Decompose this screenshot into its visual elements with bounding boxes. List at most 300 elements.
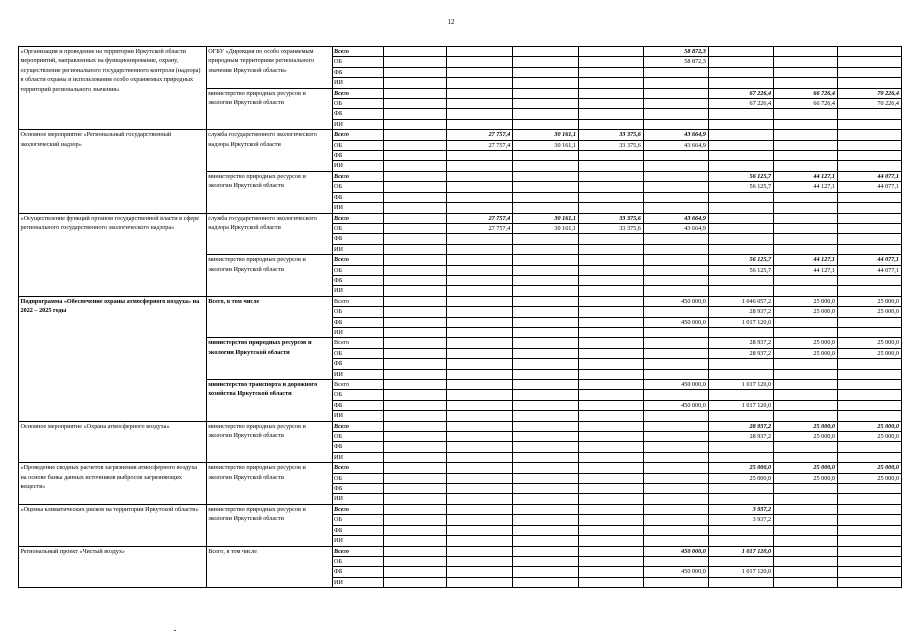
amount-cell [838, 359, 902, 369]
activity-name-cell: Подпрограмма «Обеспечение охраны атмосферного воздуха» на 2022 – 2025 годы [19, 296, 207, 421]
amount-cell [643, 432, 708, 442]
amount-cell [838, 536, 902, 546]
funding-source-cell: ОБ [332, 473, 383, 483]
amount-cell [513, 244, 579, 254]
amount-cell [579, 536, 644, 546]
amount-cell [447, 57, 513, 67]
funding-source-cell: ИИ [332, 411, 383, 421]
amount-cell: 450 000,0 [643, 546, 708, 556]
activity-name-cell: «Оценка климатических рисков на территории Иркутской области» [19, 504, 207, 546]
amount-cell: 70 226,4 [838, 88, 902, 98]
amount-cell [643, 463, 708, 473]
funding-source-cell: Всего [332, 463, 383, 473]
amount-cell [513, 47, 579, 57]
amount-cell [643, 452, 708, 462]
amount-cell: 28 937,2 [708, 338, 773, 348]
amount-cell [838, 546, 902, 556]
amount-cell [513, 525, 579, 535]
amount-cell: 44 077,1 [838, 171, 902, 181]
amount-cell [447, 348, 513, 358]
funding-source-cell: ОБ [332, 57, 383, 67]
amount-cell [643, 265, 708, 275]
amount-cell [708, 442, 773, 452]
amount-cell: 43 664,9 [643, 223, 708, 233]
amount-cell [643, 536, 708, 546]
amount-cell [383, 223, 447, 233]
amount-cell: 30 161,1 [513, 213, 579, 223]
amount-cell [838, 286, 902, 296]
amount-cell [383, 244, 447, 254]
amount-cell: 43 664,9 [643, 213, 708, 223]
amount-cell [383, 57, 447, 67]
executor-cell: министерство природных ресурсов и экологии Иркутской области [206, 171, 332, 213]
funding-source-cell: Всего [332, 504, 383, 514]
funding-source-cell: Всего [332, 546, 383, 556]
funding-source-cell: ФБ [332, 525, 383, 535]
table-row [19, 463, 902, 473]
amount-cell [774, 567, 838, 577]
amount-cell: 25 000,0 [774, 338, 838, 348]
amount-cell [513, 171, 579, 181]
amount-cell [708, 327, 773, 337]
amount-cell: 44 127,1 [774, 182, 838, 192]
amount-cell: 28 937,2 [708, 432, 773, 442]
funding-source-cell: ФБ [332, 317, 383, 327]
executor-cell: министерство природных ресурсов и экологии Иркутской области [206, 88, 332, 130]
amount-cell: 58 872,3 [643, 47, 708, 57]
amount-cell [579, 286, 644, 296]
amount-cell [383, 88, 447, 98]
amount-cell [383, 473, 447, 483]
amount-cell [383, 567, 447, 577]
amount-cell [447, 275, 513, 285]
amount-cell [643, 348, 708, 358]
amount-cell [774, 546, 838, 556]
funding-source-cell: ИИ [332, 203, 383, 213]
amount-cell [383, 452, 447, 462]
amount-cell [838, 47, 902, 57]
amount-cell [774, 223, 838, 233]
amount-cell [579, 244, 644, 254]
amount-cell [643, 182, 708, 192]
amount-cell: 30 161,1 [513, 130, 579, 140]
amount-cell [643, 286, 708, 296]
executor-cell: ОГБУ «Дирекция по особо охраняемым природным территориям регионального значения Иркутской области» [206, 47, 332, 89]
amount-cell [579, 275, 644, 285]
amount-cell [513, 421, 579, 431]
funding-source-cell: ОБ [332, 348, 383, 358]
amount-cell [447, 546, 513, 556]
funding-source-cell: ОБ [332, 99, 383, 109]
funding-source-cell: ОБ [332, 182, 383, 192]
amount-cell [447, 327, 513, 337]
amount-cell [513, 380, 579, 390]
amount-cell [579, 369, 644, 379]
amount-cell [447, 369, 513, 379]
funding-source-cell: ОБ [332, 515, 383, 525]
funding-source-cell: Всего [332, 47, 383, 57]
amount-cell [383, 327, 447, 337]
amount-cell [513, 296, 579, 306]
funding-source-cell: ОБ [332, 556, 383, 566]
amount-cell [774, 161, 838, 171]
amount-cell [579, 255, 644, 265]
amount-cell [447, 421, 513, 431]
table-row [19, 130, 902, 140]
funding-source-cell: ИИ [332, 452, 383, 462]
amount-cell [708, 452, 773, 462]
amount-cell [774, 504, 838, 514]
amount-cell [838, 400, 902, 410]
amount-cell [774, 192, 838, 202]
amount-cell [513, 317, 579, 327]
amount-cell [383, 338, 447, 348]
amount-cell [513, 359, 579, 369]
amount-cell [383, 203, 447, 213]
amount-cell [513, 109, 579, 119]
amount-cell [708, 130, 773, 140]
amount-cell [383, 525, 447, 535]
amount-cell [643, 78, 708, 88]
table-row [19, 296, 902, 306]
amount-cell [708, 525, 773, 535]
amount-cell [774, 78, 838, 88]
amount-cell [447, 244, 513, 254]
amount-cell [838, 203, 902, 213]
amount-cell [579, 182, 644, 192]
amount-cell [447, 463, 513, 473]
amount-cell [447, 255, 513, 265]
amount-cell [579, 484, 644, 494]
amount-cell [643, 203, 708, 213]
amount-cell: 25 000,0 [708, 463, 773, 473]
amount-cell [774, 484, 838, 494]
amount-cell [383, 359, 447, 369]
amount-cell [447, 359, 513, 369]
amount-cell [708, 192, 773, 202]
amount-cell: 25 000,0 [838, 296, 902, 306]
amount-cell [774, 327, 838, 337]
amount-cell [579, 296, 644, 306]
funding-source-cell: Всего [332, 296, 383, 306]
amount-cell [708, 109, 773, 119]
amount-cell [838, 515, 902, 525]
amount-cell [708, 119, 773, 129]
funding-source-cell: ФБ [332, 567, 383, 577]
amount-cell: 44 127,1 [774, 255, 838, 265]
amount-cell [447, 192, 513, 202]
amount-cell: 1 017 120,0 [708, 546, 773, 556]
amount-cell [447, 161, 513, 171]
amount-cell [643, 255, 708, 265]
amount-cell: 30 161,1 [513, 140, 579, 150]
amount-cell: 33 375,6 [579, 130, 644, 140]
amount-cell [838, 577, 902, 587]
amount-cell [447, 151, 513, 161]
amount-cell: 27 757,4 [447, 140, 513, 150]
amount-cell [447, 78, 513, 88]
amount-cell [513, 400, 579, 410]
funding-source-cell: Всего [332, 171, 383, 181]
amount-cell [643, 234, 708, 244]
amount-cell [838, 380, 902, 390]
amount-cell [447, 265, 513, 275]
amount-cell [643, 109, 708, 119]
amount-cell: 66 726,4 [774, 88, 838, 98]
amount-cell [447, 380, 513, 390]
amount-cell: 58 872,3 [643, 57, 708, 67]
funding-source-cell: ОБ [332, 223, 383, 233]
amount-cell [838, 67, 902, 77]
table-row [19, 213, 902, 223]
amount-cell [774, 452, 838, 462]
amount-cell [643, 99, 708, 109]
amount-cell [513, 577, 579, 587]
amount-cell [383, 296, 447, 306]
amount-cell [579, 265, 644, 275]
amount-cell [579, 494, 644, 504]
amount-cell [579, 234, 644, 244]
amount-cell [513, 275, 579, 285]
amount-cell [708, 536, 773, 546]
funding-table [18, 46, 902, 588]
amount-cell [383, 577, 447, 587]
amount-cell [513, 452, 579, 462]
table-row [19, 546, 902, 556]
amount-cell [579, 400, 644, 410]
funding-source-cell: ОБ [332, 432, 383, 442]
amount-cell [579, 473, 644, 483]
amount-cell [447, 525, 513, 535]
amount-cell [513, 265, 579, 275]
amount-cell [383, 286, 447, 296]
amount-cell [643, 369, 708, 379]
amount-cell [383, 265, 447, 275]
amount-cell: 1 017 120,0 [708, 567, 773, 577]
amount-cell: 67 226,4 [708, 88, 773, 98]
amount-cell [383, 515, 447, 525]
amount-cell [774, 556, 838, 566]
funding-source-cell: Всего [332, 338, 383, 348]
amount-cell [838, 244, 902, 254]
amount-cell: 27 757,4 [447, 213, 513, 223]
amount-cell [447, 99, 513, 109]
amount-cell [838, 213, 902, 223]
amount-cell [383, 411, 447, 421]
amount-cell [383, 317, 447, 327]
amount-cell: 25 000,0 [774, 307, 838, 317]
amount-cell [579, 380, 644, 390]
amount-cell [513, 57, 579, 67]
amount-cell [774, 213, 838, 223]
amount-cell [838, 525, 902, 535]
funding-source-cell: ФБ [332, 484, 383, 494]
amount-cell [774, 525, 838, 535]
amount-cell [513, 567, 579, 577]
amount-cell [447, 338, 513, 348]
amount-cell [447, 536, 513, 546]
amount-cell [513, 88, 579, 98]
amount-cell [513, 504, 579, 514]
amount-cell: 25 000,0 [774, 432, 838, 442]
amount-cell [708, 411, 773, 421]
amount-cell [447, 577, 513, 587]
executor-cell: министерство природных ресурсов и экологии Иркутской области [206, 255, 332, 297]
amount-cell [447, 473, 513, 483]
amount-cell [838, 484, 902, 494]
amount-cell [708, 244, 773, 254]
amount-cell: 3 937,2 [708, 515, 773, 525]
amount-cell [838, 494, 902, 504]
funding-source-cell: ФБ [332, 234, 383, 244]
funding-source-cell: Всего [332, 88, 383, 98]
amount-cell: 28 937,2 [708, 307, 773, 317]
amount-cell [774, 400, 838, 410]
amount-cell [838, 442, 902, 452]
amount-cell: 27 757,4 [447, 223, 513, 233]
amount-cell [838, 369, 902, 379]
amount-cell [513, 515, 579, 525]
amount-cell [447, 109, 513, 119]
amount-cell [643, 421, 708, 431]
amount-cell [774, 47, 838, 57]
amount-cell [643, 359, 708, 369]
amount-cell [383, 307, 447, 317]
amount-cell [579, 390, 644, 400]
amount-cell [447, 67, 513, 77]
amount-cell [579, 556, 644, 566]
amount-cell: 56 125,7 [708, 182, 773, 192]
funding-source-cell: ОБ [332, 265, 383, 275]
amount-cell [643, 275, 708, 285]
amount-cell [774, 109, 838, 119]
funding-source-cell: ФБ [332, 442, 383, 452]
amount-cell [838, 119, 902, 129]
amount-cell [579, 504, 644, 514]
amount-cell: 66 726,4 [774, 99, 838, 109]
amount-cell [774, 203, 838, 213]
funding-source-cell: Всего [332, 421, 383, 431]
amount-cell: 25 000,0 [774, 463, 838, 473]
amount-cell [513, 494, 579, 504]
amount-cell [643, 504, 708, 514]
funding-source-cell: Всего [332, 255, 383, 265]
amount-cell [383, 213, 447, 223]
amount-cell [643, 161, 708, 171]
funding-source-cell: ОБ [332, 390, 383, 400]
amount-cell [383, 192, 447, 202]
amount-cell: 27 757,4 [447, 130, 513, 140]
amount-cell [579, 432, 644, 442]
amount-cell [383, 380, 447, 390]
amount-cell: 25 000,0 [774, 421, 838, 431]
funding-source-cell: ФБ [332, 359, 383, 369]
amount-cell [447, 286, 513, 296]
amount-cell [513, 182, 579, 192]
amount-cell [383, 47, 447, 57]
amount-cell: 450 000,0 [643, 317, 708, 327]
amount-cell [513, 432, 579, 442]
amount-cell [708, 484, 773, 494]
amount-cell [643, 88, 708, 98]
amount-cell [579, 348, 644, 358]
amount-cell [383, 99, 447, 109]
amount-cell [708, 57, 773, 67]
amount-cell [774, 390, 838, 400]
amount-cell [774, 380, 838, 390]
amount-cell [383, 369, 447, 379]
amount-cell [383, 234, 447, 244]
amount-cell [447, 88, 513, 98]
funding-source-cell: ФБ [332, 109, 383, 119]
amount-cell [383, 67, 447, 77]
amount-cell [774, 411, 838, 421]
executor-cell: министерство природных ресурсов и экологии Иркутской области [206, 421, 332, 463]
executor-cell: министерство природных ресурсов и экологии Иркутской области [206, 338, 332, 380]
funding-source-cell: ФБ [332, 275, 383, 285]
funding-source-cell: ИИ [332, 244, 383, 254]
amount-cell [447, 119, 513, 129]
amount-cell [447, 296, 513, 306]
funding-source-cell: ИИ [332, 494, 383, 504]
table-row [19, 504, 902, 514]
amount-cell [643, 390, 708, 400]
scan-mark [174, 630, 176, 631]
amount-cell [513, 151, 579, 161]
amount-cell [774, 577, 838, 587]
amount-cell [774, 67, 838, 77]
amount-cell [708, 286, 773, 296]
amount-cell: 25 000,0 [838, 432, 902, 442]
funding-source-cell: Всего [332, 380, 383, 390]
amount-cell: 25 000,0 [774, 348, 838, 358]
amount-cell [513, 411, 579, 421]
amount-cell [579, 307, 644, 317]
amount-cell [383, 161, 447, 171]
amount-cell [579, 421, 644, 431]
amount-cell [579, 327, 644, 337]
amount-cell [447, 390, 513, 400]
amount-cell [774, 244, 838, 254]
amount-cell [838, 78, 902, 88]
amount-cell [643, 119, 708, 129]
amount-cell [513, 307, 579, 317]
amount-cell: 25 000,0 [708, 473, 773, 483]
amount-cell: 25 000,0 [838, 473, 902, 483]
amount-cell [513, 327, 579, 337]
amount-cell [708, 67, 773, 77]
amount-cell [838, 234, 902, 244]
amount-cell: 450 000,0 [643, 296, 708, 306]
amount-cell [383, 504, 447, 514]
amount-cell [708, 151, 773, 161]
amount-cell [838, 504, 902, 514]
amount-cell: 43 664,9 [643, 140, 708, 150]
amount-cell: 25 000,0 [838, 348, 902, 358]
amount-cell [383, 442, 447, 452]
amount-cell [838, 57, 902, 67]
amount-cell [708, 140, 773, 150]
amount-cell: 33 375,6 [579, 213, 644, 223]
amount-cell [579, 463, 644, 473]
amount-cell [774, 151, 838, 161]
amount-cell [447, 452, 513, 462]
amount-cell [447, 411, 513, 421]
amount-cell [513, 369, 579, 379]
amount-cell [383, 171, 447, 181]
amount-cell [383, 348, 447, 358]
amount-cell [579, 567, 644, 577]
